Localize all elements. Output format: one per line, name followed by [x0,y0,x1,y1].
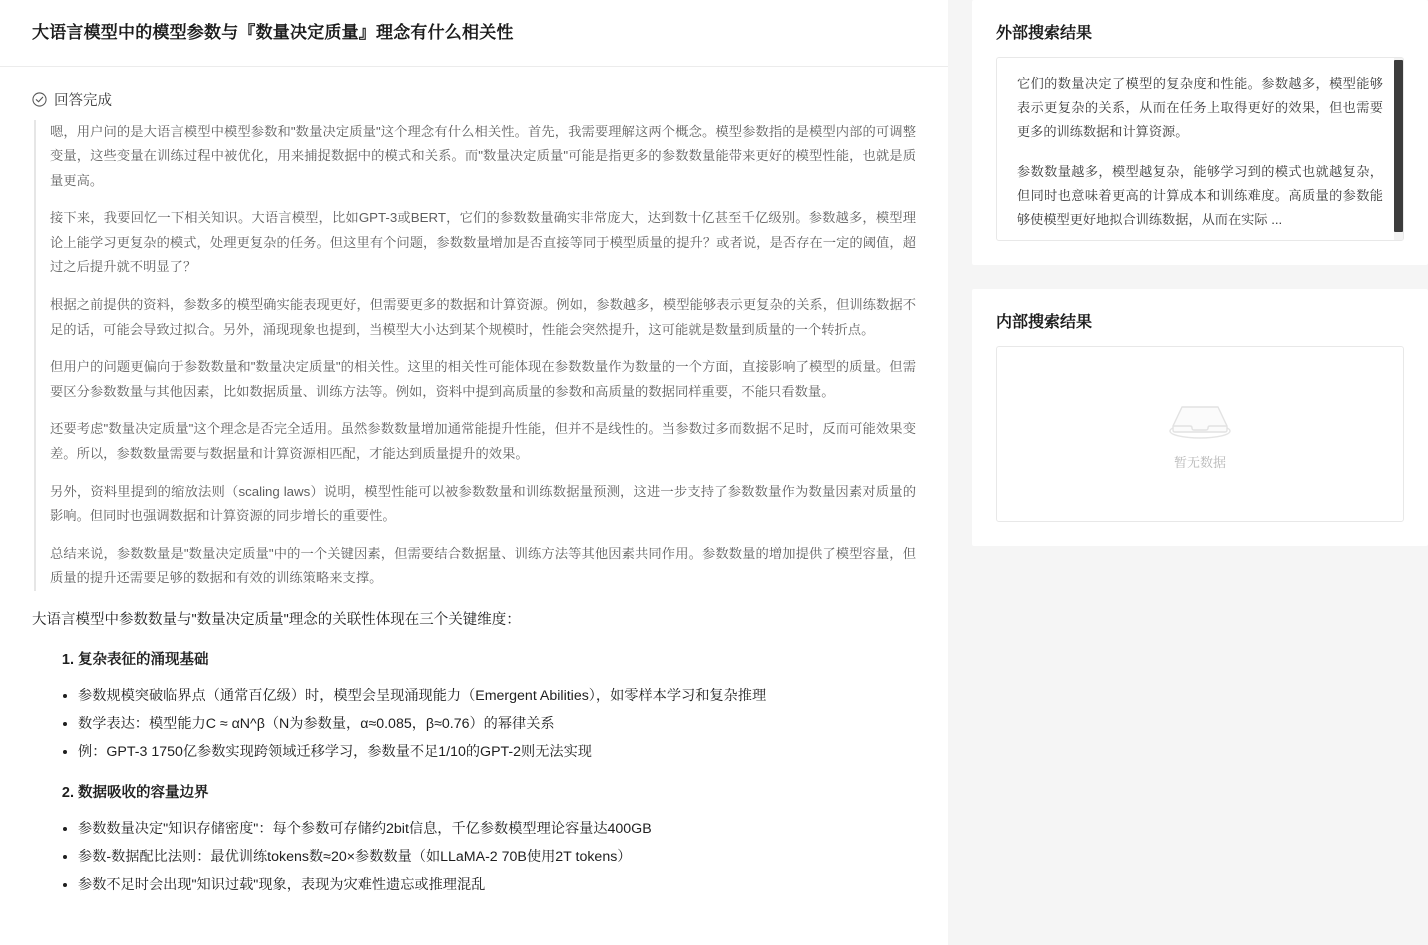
external-search-card [972,0,1428,265]
chain-of-thought-block [34,120,916,592]
list-item: • 参数数量决定"知识存储密度"：每个参数可存储约2bit信息，千亿参数模型理论容量达400GB [78,816,916,844]
internal-search-card [972,289,1428,546]
answer-lead-text: 大语言模型中参数数量与"数量决定质量"理念的关联性体现在三个关键维度： [32,612,521,628]
external-result-scroll-area[interactable] [996,57,1404,241]
external-result-paragraph: 它们的数量决定了模型的复杂度和性能。参数越多，模型能够表示更复杂的关系，从而在任务上取得更好的效果，但也需要更多的训练数据和计算资源。 [1017,76,1383,140]
question-header [0,0,948,67]
external-search-title: 外部搜索结果 [996,25,1093,42]
list-item: • 数学表达：模型能力C ≈ αN^β（N为参数量，α≈0.085，β≈0.76）的幂律关系 [78,711,916,739]
list-item: • 参数规模突破临界点（通常百亿级）时，模型会呈现涌现能力（Emergent Abilities），如零样本学习和复杂推理 [78,683,916,711]
section-bullets-2 [32,816,916,899]
thought-paragraph: 根据之前提供的资料，参数多的模型确实能表现更好，但需要更多的数据和计算资源。例如，参数越多，模型能够表示更复杂的关系，但训练数据不足的话，可能会导致过拟合。另外，涌现现象也提到，当模型大小达到某个规模时，性能会突然提升，这可能就是数量到质量的一个转折点。 [50,297,916,337]
list-item: • 例：GPT-3 1750亿参数实现跨领域迁移学习，参数量不足1/10的GPT-2则无法实现 [78,739,916,767]
scrollbar-thumb[interactable] [1394,60,1403,232]
list-item: • 参数-数据配比法则：最优训练tokens数≈20×参数数量（如LLaMA-2 70B使用2T tokens） [78,844,916,872]
empty-inbox-icon [1168,398,1232,444]
vertical-scrollbar[interactable] [1394,58,1403,240]
thought-paragraph: 嗯，用户问的是大语言模型中模型参数和"数量决定质量"这个理念有什么相关性。首先，我需要理解这两个概念。模型参数指的是模型内部的可调整变量，这些变量在训练过程中被优化，用来捕捉数据中的模式和关系。而"数量决定质量"可能是指更多的参数数量能带来更好的模型性能，也就是质量更高。 [50,123,916,188]
thought-paragraph: 另外，资料里提到的缩放法则（scaling laws）说明，模型性能可以被参数数量和训练数据量预测，这进一步支持了参数数量作为数量因素对质量的影响。但同时也强调数据和计算资源的同步增长的重要性。 [50,483,916,524]
internal-search-body [972,346,1428,546]
thought-paragraph: 但用户的问题更偏向于参数数量和"数量决定质量"的相关性。这里的相关性可能体现在参数数量作为数量的一个方面，直接影响了模型的质量。但需要区分参数数量与其他因素，比如数据质量、训练方法等。例如，资料中提到高质量的参数和高质量的数据同样重要，不能只看数量。 [50,359,916,399]
page-title: 大语言模型中的模型参数与『数量决定质量』理念有什么相关性 [32,23,514,42]
answer-body [0,67,948,908]
empty-state [996,346,1404,522]
external-search-body [972,57,1428,265]
empty-state-label: 暂无数据 [1173,454,1226,470]
section-heading: 2. 数据吸收的容量边界 [78,780,916,806]
answer-section-list-1 [32,647,916,673]
list-item: • 参数不足时会出现"知识过载"现象，表现为灾难性遗忘或推理混乱 [78,872,916,900]
thinking-status-label: 回答完成 [54,92,112,109]
thought-paragraph: 总结来说，参数数量是"数量决定质量"中的一个关键因素，但需要结合数据量、训练方法等其他因素共同作用。参数数量的增加提供了模型容量，但质量的提升还需要足够的数据和有效的训练策略来支撑。 [50,545,916,586]
internal-search-title: 内部搜索结果 [996,314,1093,331]
sidebar [972,0,1428,945]
check-circle-icon [32,92,47,107]
thought-paragraph: 接下来，我要回忆一下相关知识。大语言模型，比如GPT-3或BERT，它们的参数数量确实非常庞大，达到数十亿甚至千亿级别。参数越多，模型理论上能学习更复杂的模式，处理更复杂的任务。但这里有个问题，参数数量增加是否直接等同于模型质量的提升？或者说，是否存在一定的阈值，超过之后提升就不明显了？ [50,210,916,275]
external-result-paragraph: 参数数量越多，模型越复杂，能够学习到的模式也就越复杂，但同时也意味着更高的计算成本和训练难度。高质量的参数能够使模型更好地拟合训练数据，从而在实际 ... [1017,164,1383,228]
section-bullets-1 [32,683,916,766]
section-heading: 1. 复杂表征的涌现基础 [78,647,916,673]
thought-paragraph: 还要考虑"数量决定质量"这个理念是否完全适用。虽然参数数量增加通常能提升性能，但并不是线性的。当参数过多而数据不足时，反而可能效果变差。所以，参数数量需要与数据量和计算资源相匹配，才能达到质量提升的效果。 [50,421,916,462]
thinking-status [32,89,916,110]
answer-section-list-2 [32,780,916,806]
